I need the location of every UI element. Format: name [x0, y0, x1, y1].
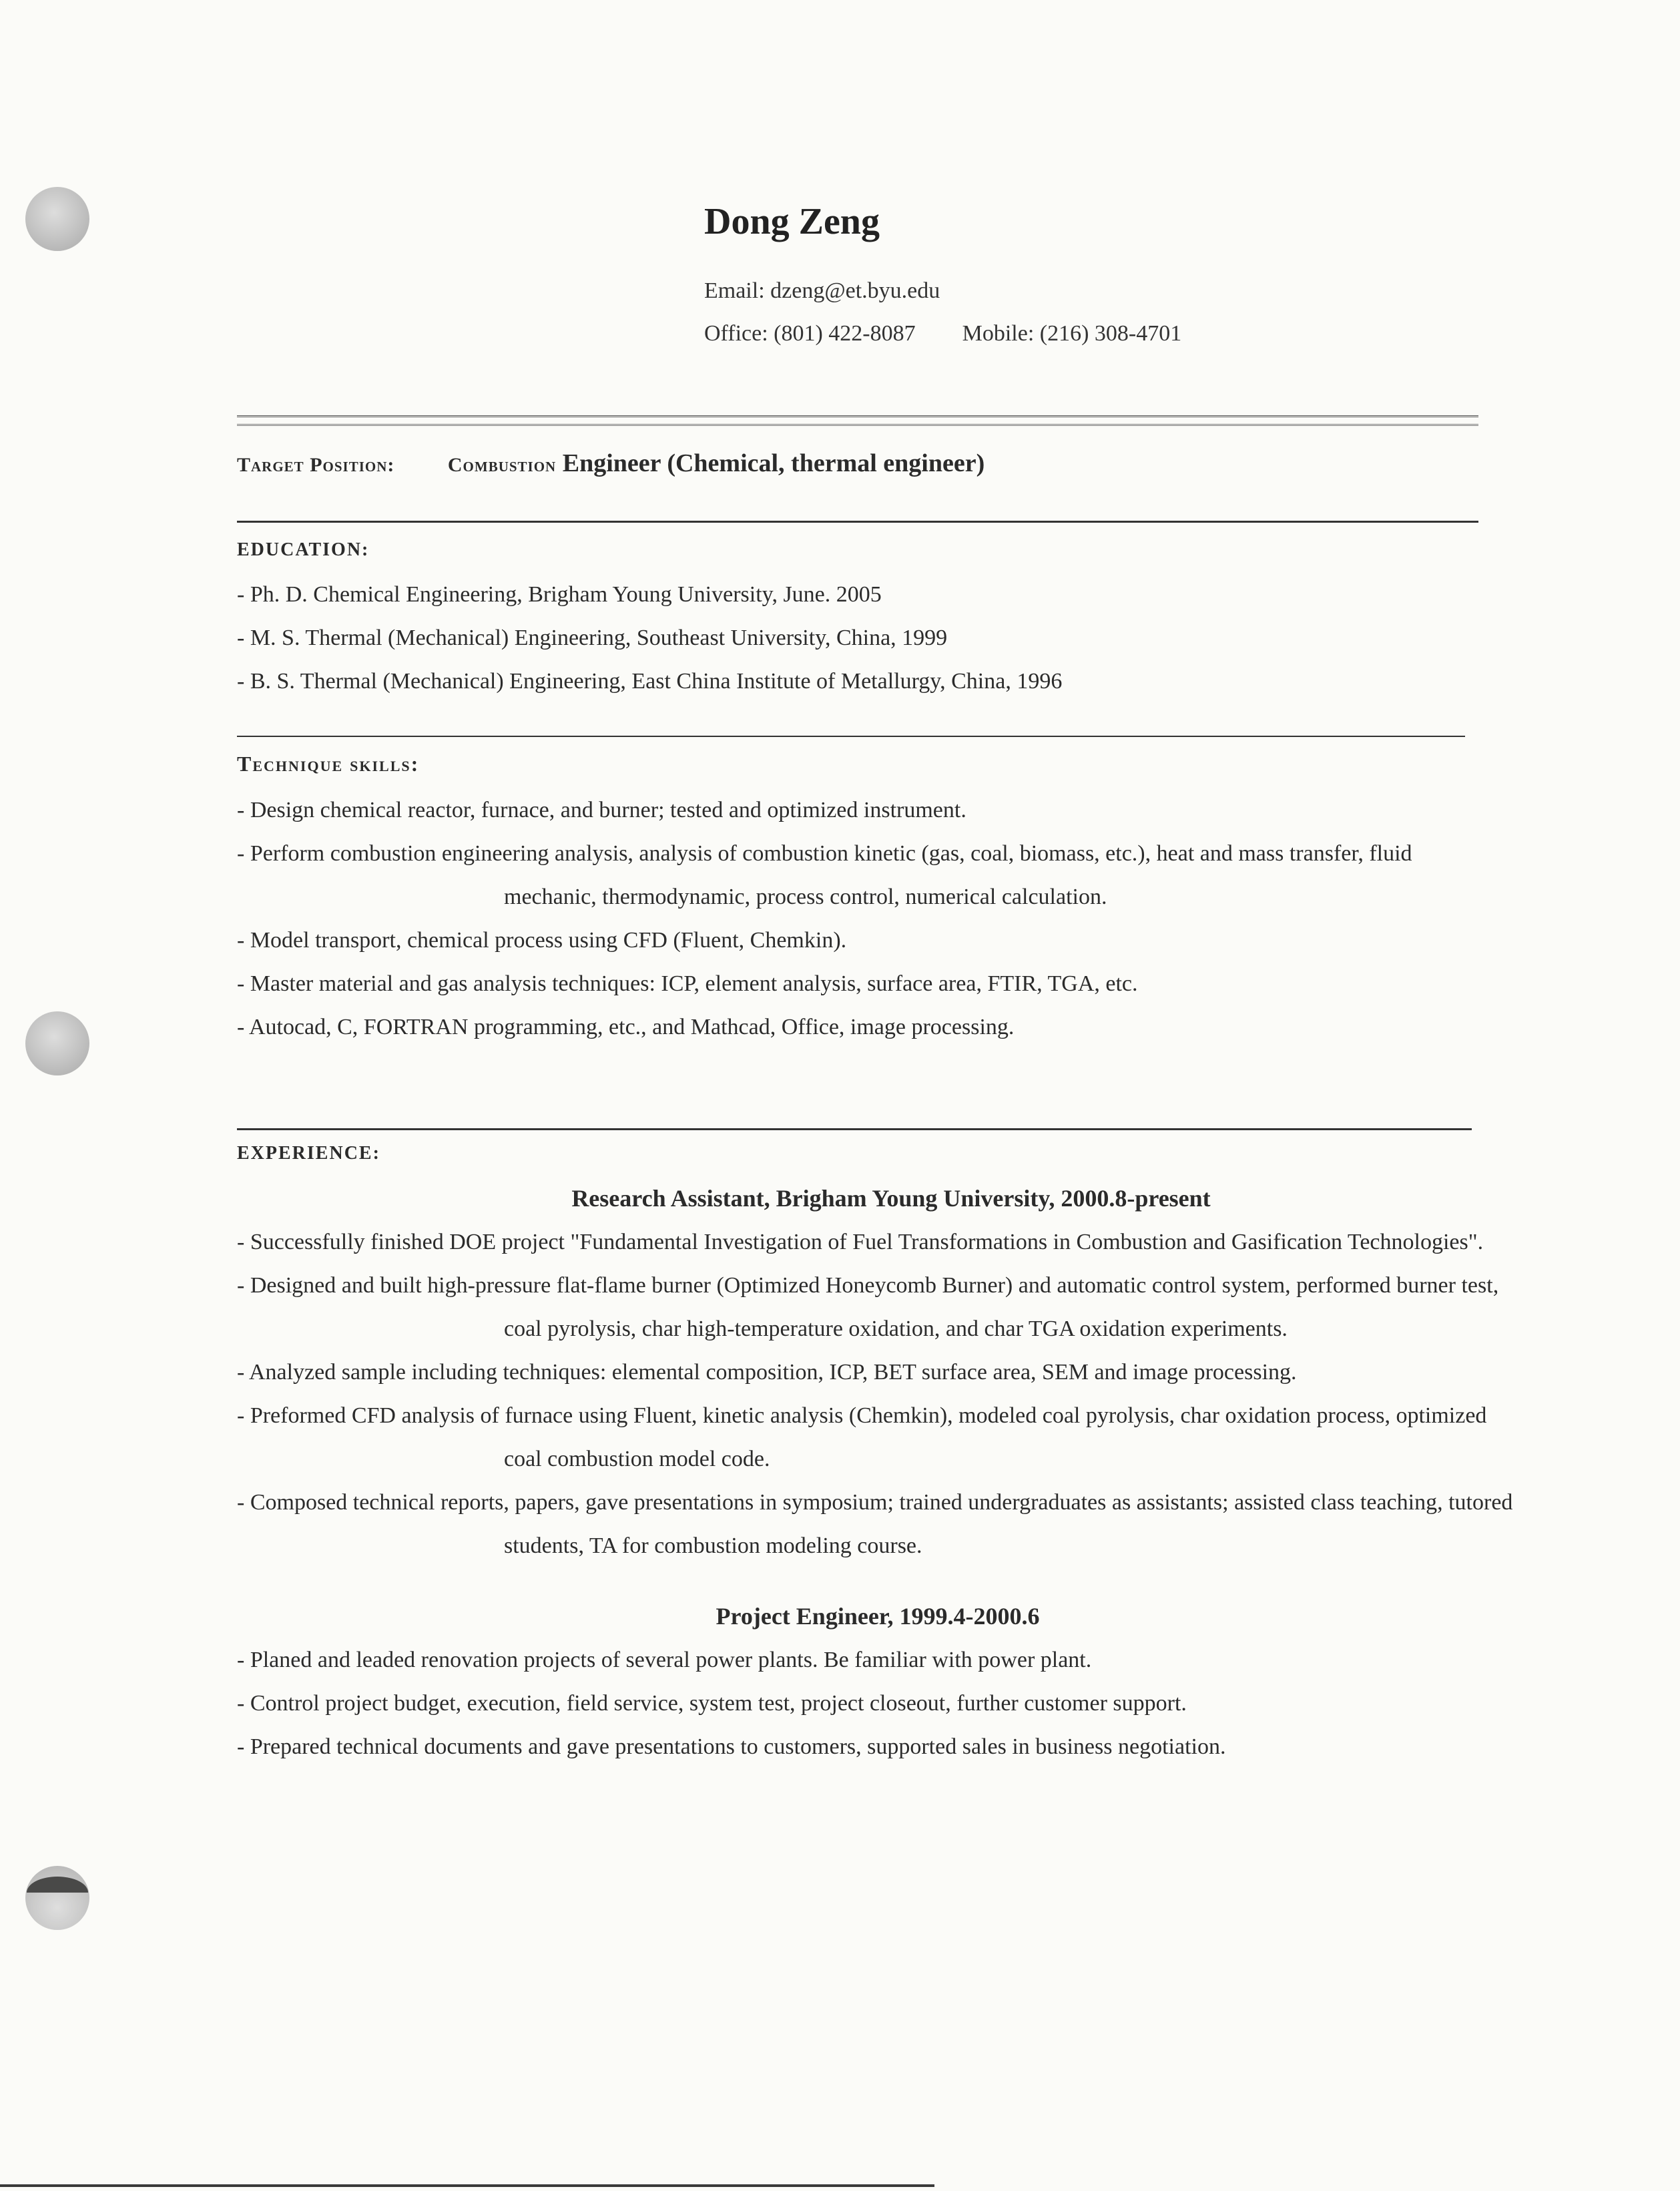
binder-hole-bottom [25, 1866, 89, 1930]
binder-hole-middle [25, 1011, 89, 1075]
list-item: - M. S. Thermal (Mechanical) Engineering, Southeast University, China, 1999 [237, 626, 948, 650]
office-phone: Office: (801) 422-8087 [704, 321, 916, 346]
scan-bottom-edge [0, 2184, 934, 2187]
list-item: - Design chemical reactor, furnace, and burner; tested and optimized instrument. [237, 798, 966, 822]
list-item: - B. S. Thermal (Mechanical) Engineering, East China Institute of Metallurgy, China, 1996 [237, 669, 1063, 694]
list-item: - Composed technical reports, papers, gave presentations in symposium; trained undergraduates as assistants; assisted class teaching, tutored students, TA for combustion modeling course. [237, 1490, 1513, 1558]
candidate-name: Dong Zeng [704, 201, 880, 242]
section-divider [237, 736, 1465, 737]
skills-title: Technique skills: [237, 752, 420, 776]
skills-section [237, 752, 1518, 1049]
binder-hole-top [25, 187, 89, 251]
list-item: - Designed and built high-pressure flat-flame burner (Optimized Honeycomb Burner) and automatic control system, performed burner test, coal pyrolysis, char high-temperature oxidation, and char TGA oxidation experiments. [237, 1273, 1499, 1341]
email-line: Email: dzeng@et.byu.edu [704, 278, 940, 303]
header-divider [237, 415, 1478, 426]
target-position-value [448, 449, 985, 477]
section-divider [237, 1128, 1472, 1130]
list-item: - Successfully finished DOE project "Fundamental Investigation of Fuel Transformations in Combustion and Gasification Technologies". [237, 1230, 1484, 1254]
mobile-phone: Mobile: (216) 308-4701 [962, 321, 1182, 346]
job-title: Project Engineer, 1999.4-2000.6 [716, 1603, 1040, 1630]
target-lead-word: Combustion [447, 454, 557, 476]
list-item: - Control project budget, execution, field service, system test, project closeout, further customer support. [237, 1691, 1187, 1716]
list-item: - Prepared technical documents and gave presentations to customers, supported sales in business negotiation. [237, 1734, 1226, 1759]
target-role: Engineer (Chemical, thermal engineer) [562, 449, 985, 477]
experience-title: EXPERIENCE: [237, 1143, 380, 1164]
job-title: Research Assistant, Brigham Young University, 2000.8-present [571, 1185, 1211, 1212]
experience-section [237, 1143, 1518, 1768]
list-item: - Planed and leaded renovation projects of several power plants. Be familiar with power plant. [237, 1648, 1092, 1672]
education-title: EDUCATION: [237, 539, 370, 560]
list-item: - Preformed CFD analysis of furnace using Fluent, kinetic analysis (Chemkin), modeled coal pyrolysis, char oxidation process, optimized coal combustion model code. [237, 1403, 1487, 1471]
list-item: - Model transport, chemical process using CFD (Fluent, Chemkin). [237, 928, 847, 953]
target-position [237, 449, 985, 478]
education-section [237, 539, 1518, 703]
list-item: - Ph. D. Chemical Engineering, Brigham Young University, June. 2005 [237, 582, 882, 607]
list-item: - Analyzed sample including techniques: elemental composition, ICP, BET surface area, SEM and image processing. [237, 1360, 1297, 1385]
resume-header [704, 200, 1181, 355]
section-divider [237, 521, 1478, 523]
list-item: - Perform combustion engineering analysis, analysis of combustion kinetic (gas, coal, biomass, etc.), heat and mass transfer, fluid mechanic, thermodynamic, process control, numerical calculation. [237, 841, 1412, 909]
phone-line [704, 312, 1181, 355]
list-item: - Autocad, C, FORTRAN programming, etc., and Mathcad, Office, image processing. [237, 1015, 1015, 1039]
list-item: - Master material and gas analysis techniques: ICP, element analysis, surface area, FTIR, TGA, etc. [237, 971, 1138, 996]
target-position-label: Target Position: [237, 454, 395, 476]
